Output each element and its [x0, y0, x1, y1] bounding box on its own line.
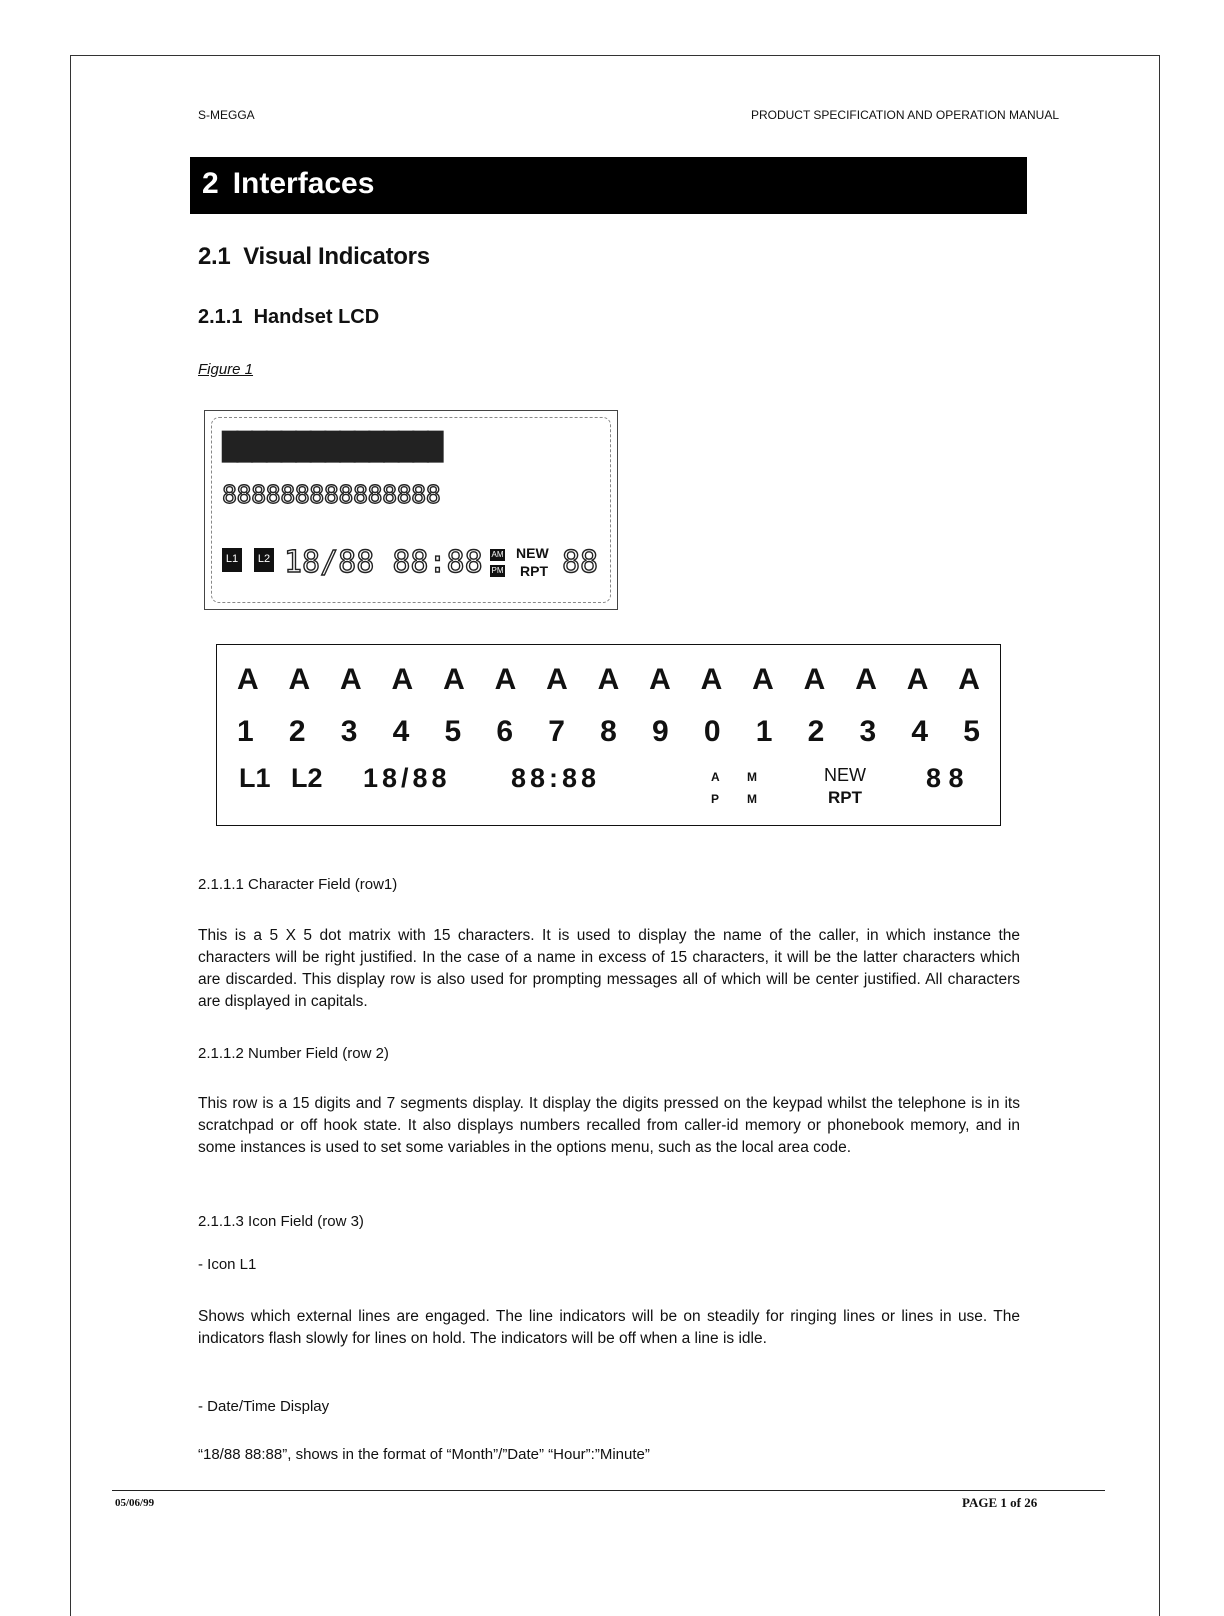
key-digit: 8 [600, 715, 617, 748]
key-char: A [906, 663, 929, 696]
lcd-date-time: 18/88 88:88 [284, 545, 483, 580]
header-product-name: S-MEGGA [198, 108, 255, 122]
lcd-new-label: NEW [516, 545, 549, 561]
footer-page-label: PAGE [962, 1495, 998, 1510]
key-digit: 0 [703, 715, 721, 748]
key-l2: L2 [291, 763, 323, 793]
section-heading [198, 243, 430, 271]
key-character-row [237, 663, 980, 697]
key-digit: 6 [496, 715, 514, 748]
para-number-field: This row is a 15 digits and 7 segments display. It display the digits pressed on the keypad whilst the telephone is in its scratchpad or off hook state. It also displays numbers recalled from caller-id memory or phonebook memory, and in some instances is used to set some variables in the options menu, such as the local area code. [198, 1095, 1020, 1156]
key-digit: 1 [755, 715, 773, 748]
key-char: A [443, 663, 465, 696]
key-digit: 3 [859, 715, 877, 748]
bullet-date-time: - Date/Time Display [198, 1398, 330, 1415]
key-digit: 3 [340, 715, 358, 748]
figure-label: Figure 1 [198, 361, 254, 378]
chapter-heading [190, 157, 1027, 214]
key-digit: 4 [911, 715, 929, 748]
subsection-number: 2.1.1 [198, 306, 243, 328]
chapter-number: 2 [202, 167, 219, 200]
page-frame [70, 55, 1160, 1616]
key-char: A [340, 663, 362, 696]
lcd-counter: 88 [562, 545, 599, 580]
key-char: A [494, 663, 517, 696]
footer-page-current: 1 [1000, 1495, 1007, 1510]
lcd-am-icon: AM [491, 550, 504, 559]
lcd-dot-matrix-row: ███████████████ [222, 432, 442, 463]
section-number: 2.1 [198, 243, 231, 270]
lcd-segment-row: 888888888888888 [222, 480, 441, 509]
header-document-title: PRODUCT SPECIFICATION AND OPERATION MANUAL [750, 108, 1059, 122]
chapter-title: Interfaces [232, 167, 375, 200]
key-m-lower: M [747, 792, 757, 806]
key-counter: 8 8 [926, 763, 964, 793]
key-char: A [288, 663, 311, 696]
key-digit: 2 [288, 715, 306, 748]
footer-rule [112, 1490, 1105, 1491]
key-digit: 5 [963, 715, 980, 748]
lcd-line1-icon: L1 [222, 548, 242, 572]
key-digit: 9 [652, 715, 669, 748]
key-char: A [597, 663, 620, 696]
key-char: A [700, 663, 723, 696]
key-number-row [237, 715, 980, 749]
para-title-number-field: 2.1.1.2 Number Field (row 2) [198, 1045, 389, 1062]
key-char: A [958, 663, 980, 696]
key-l1: L1 [239, 763, 271, 793]
bullet-icon-l1: - Icon L1 [198, 1256, 257, 1273]
para-icon-l1: Shows which external lines are engaged. The line indicators will be on steadily for ringing lines or lines in use. The indicators flash slowly for lines on hold. The indicators will be off when a line is idle. [198, 1308, 1020, 1347]
footer-page-number [962, 1495, 1037, 1511]
lcd-line2-icon: L2 [254, 548, 274, 572]
key-digit: 5 [444, 715, 462, 748]
key-char: A [752, 663, 774, 696]
key-char: A [237, 663, 259, 696]
footer-of: of [1010, 1495, 1021, 1510]
para-character-field: This is a 5 X 5 dot matrix with 15 characters. It is used to display the name of the caller, in which instance the characters will be right justified. In the case of a name in excess of 15 characters, it will be the latter characters which are discarded. This display row is also used for prompting messages all of which will be center justified. All characters are displayed in capitals. [198, 927, 1020, 1010]
key-digit: 7 [548, 715, 565, 748]
lcd-layout-key [216, 644, 1001, 826]
key-char: A [803, 663, 826, 696]
key-digit: 1 [237, 715, 254, 748]
key-char: A [391, 663, 414, 696]
para-title-character-field: 2.1.1.1 Character Field (row1) [198, 876, 398, 893]
key-p: P [711, 792, 720, 806]
key-a: A [711, 770, 720, 784]
key-digit: 4 [392, 715, 410, 748]
footer-page-total: 26 [1024, 1495, 1038, 1510]
key-char: A [546, 663, 568, 696]
para-title-icon-field: 2.1.1.3 Icon Field (row 3) [198, 1213, 364, 1230]
para-date-time-format: “18/88 88:88”, shows in the format of “Month”/”Date” “Hour”:”Minute” [198, 1446, 650, 1463]
key-digit: 2 [807, 715, 825, 748]
subsection-heading [198, 306, 379, 329]
lcd-pm-icon: PM [491, 566, 504, 575]
key-new: NEW [824, 765, 866, 785]
section-title: Visual Indicators [243, 243, 430, 270]
subsection-title: Handset LCD [253, 306, 380, 328]
key-char: A [855, 663, 877, 696]
footer-date: 05/06/99 [115, 1497, 155, 1509]
key-time: 88:88 [511, 763, 601, 793]
key-date: 18/88 [363, 763, 451, 793]
key-m-upper: M [747, 770, 757, 784]
key-rpt: RPT [828, 788, 862, 807]
lcd-rpt-label: RPT [520, 563, 548, 579]
key-char: A [649, 663, 671, 696]
